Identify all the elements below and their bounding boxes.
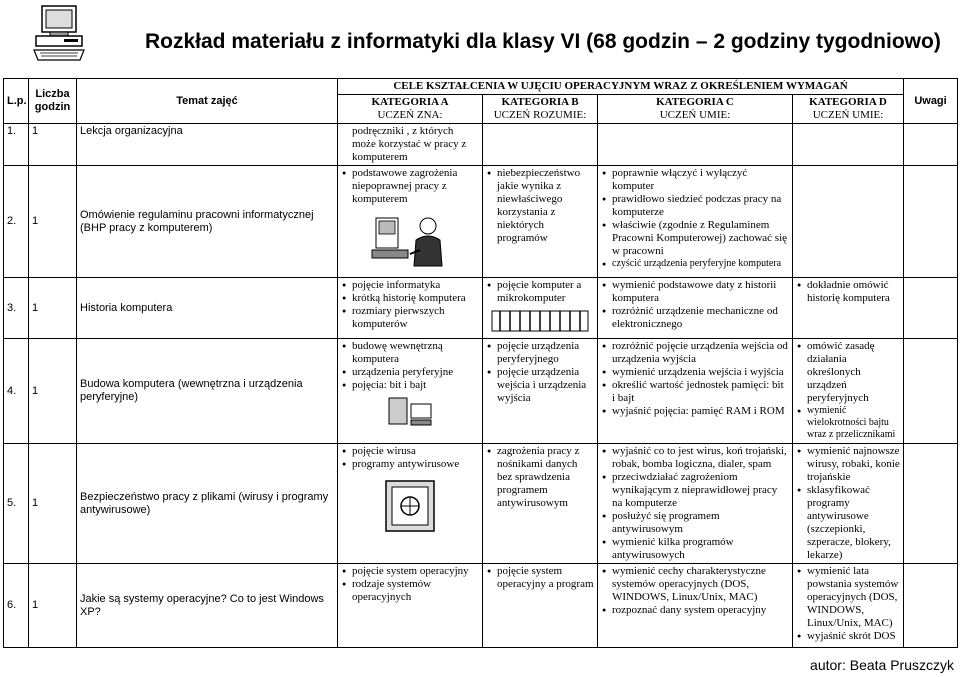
- list-item: ● prawidłowo siedzieć podczas pracy na komputerze: [612, 193, 789, 219]
- list-item: ● pojęcie system operacyjny: [352, 565, 479, 578]
- list-item: ● rozmiary pierwszych komputerów: [352, 305, 479, 331]
- list-item: ● urządzenia peryferyjne: [352, 366, 479, 379]
- row-kat-c: [598, 339, 793, 444]
- row-temat: Budowa komputera (wewnętrzna i urządzenia peryferyjne): [77, 339, 338, 444]
- list-item: ● pojęcie urządzenia peryferyjnego: [497, 340, 594, 366]
- list-item: ● krótką historię komputera: [352, 292, 479, 305]
- list-item: ● wyjaśnić pojęcia: pamięć RAM i ROM: [612, 405, 789, 418]
- row-kat-b: [483, 278, 598, 339]
- early-computer-icon: [490, 309, 590, 333]
- row-lp: 4.: [4, 339, 29, 444]
- row-kat-d: [793, 278, 904, 339]
- row-kat-b: [483, 339, 598, 444]
- row-uwagi: [904, 339, 958, 444]
- row-kat-c: [598, 124, 793, 166]
- row-uwagi: [904, 124, 958, 166]
- table-row: [4, 564, 958, 648]
- list-item: ● wymienić najnowsze wirusy, robaki, konie trojańskie: [807, 445, 900, 484]
- list-item: ● sklasyfikować programy antywirusowe (szczepionki, szperacze, blokery, lekarze): [807, 484, 900, 562]
- list-item: ● rozpoznać dany system operacyjny: [612, 604, 789, 617]
- table-row: [4, 166, 958, 278]
- list-item: podręczniki , z których może korzystać w pracy z komputerem: [352, 125, 467, 163]
- list-item: ● wymienić urządzenia wejścia i wyjścia: [612, 366, 789, 379]
- list-item: ● właściwie (zgodnie z Regulaminem Pracowni Komputerowej) zachować się w pracowni: [612, 219, 789, 258]
- row-kat-a: [338, 564, 483, 648]
- list-item: ● zagrożenia pracy z nośnikami danych bez sprawdzenia programem antywirusowym: [497, 445, 594, 510]
- list-item: ● dokładnie omówić historię komputera: [807, 279, 900, 305]
- row-kat-c: [598, 444, 793, 564]
- list-item: ● rozróżnić pojęcie urządzenia wejścia od urządzenia wyjścia: [612, 340, 789, 366]
- table-row: [4, 444, 958, 564]
- computer-illustration-icon: [30, 4, 88, 66]
- row-godz: 1: [29, 564, 77, 648]
- author-credit: autor: Beata Pruszczyk: [810, 657, 954, 673]
- row-kat-a: [338, 278, 483, 339]
- list-item: ● pojęcie informatyka: [352, 279, 479, 292]
- list-item: ● pojęcie komputer a mikrokomputer: [497, 279, 594, 305]
- list-item: ● posłużyć się programem antywirusowym: [612, 510, 789, 536]
- header-kategoria-b: KATEGORIA B UCZEŃ ROZUMIE:: [483, 95, 598, 124]
- row-lp: 2.: [4, 166, 29, 278]
- list-item: ● wymienić kilka programów antywirusowych: [612, 536, 789, 562]
- header-row-1: [4, 79, 958, 95]
- row-godz: 1: [29, 339, 77, 444]
- row-temat: Jakie są systemy operacyjne? Co to jest Windows XP?: [77, 564, 338, 648]
- table-row: [4, 278, 958, 339]
- row-kat-a: [338, 124, 483, 166]
- row-lp: 3.: [4, 278, 29, 339]
- list-item: ● pojęcie urządzenia wejścia i urządzenia wyjścia: [497, 366, 594, 405]
- row-kat-d: [793, 444, 904, 564]
- row-kat-b: [483, 166, 598, 278]
- row-uwagi: [904, 166, 958, 278]
- row-kat-c: [598, 278, 793, 339]
- syllabus-table: [3, 78, 958, 648]
- header-uwagi: Uwagi: [904, 79, 958, 124]
- header-temat: Temat zajęć: [77, 79, 338, 124]
- list-item: ● pojęcie wirusa: [352, 445, 479, 458]
- row-kat-c: [598, 166, 793, 278]
- list-item: ● przeciwdziałać zagrożeniom wynikającym z nieprawidłowej pracy na komputerze: [612, 471, 789, 510]
- row-godz: 1: [29, 278, 77, 339]
- row-temat: Bezpieczeństwo pracy z plikami (wirusy i programy antywirusowe): [77, 444, 338, 564]
- list-item: ● wymienić cechy charakterystyczne systemów operacyjnych (DOS, WINDOWS, Linux/Unix, MAC): [612, 565, 789, 604]
- list-item: ● podstawowe zagrożenia niepoprawnej pracy z komputerem: [352, 167, 479, 206]
- row-uwagi: [904, 278, 958, 339]
- safe-icon: [378, 475, 442, 537]
- header-liczba-godzin: Liczba godzin: [29, 79, 77, 124]
- row-lp: 6.: [4, 564, 29, 648]
- list-item: ● czyścić urządzenia peryferyjne komputera: [612, 258, 789, 270]
- row-kat-d: [793, 166, 904, 278]
- list-item: ● pojęcie system operacyjny a program: [497, 565, 594, 591]
- row-kat-d: [793, 564, 904, 648]
- header-lp: L.p.: [4, 79, 29, 124]
- row-temat: Lekcja organizacyjna: [77, 124, 338, 166]
- row-temat: Omówienie regulaminu pracowni informatycznej (BHP pracy z komputerem): [77, 166, 338, 278]
- list-item: ● wymienić lata powstania systemów operacyjnych (DOS, WINDOWS, Linux/Unix, MAC): [807, 565, 900, 630]
- row-kat-a: [338, 339, 483, 444]
- list-item: ● określić wartość jednostek pamięci: bit i bajt: [612, 379, 789, 405]
- table-row: [4, 124, 958, 166]
- list-item: ● poprawnie włączyć i wyłączyć komputer: [612, 167, 789, 193]
- row-uwagi: [904, 564, 958, 648]
- row-kat-b: [483, 444, 598, 564]
- list-item: ● rozróżnić urządzenie mechaniczne od elektronicznego: [612, 305, 789, 331]
- row-lp: 5.: [4, 444, 29, 564]
- row-kat-b: [483, 124, 598, 166]
- row-kat-b: [483, 564, 598, 648]
- header-kategoria-d: KATEGORIA D UCZEŃ UMIE:: [793, 95, 904, 124]
- row-temat: Historia komputera: [77, 278, 338, 339]
- list-item: ● wymienić podstawowe daty z historii komputera: [612, 279, 789, 305]
- row-godz: 1: [29, 166, 77, 278]
- row-kat-d: [793, 124, 904, 166]
- table-row: [4, 339, 958, 444]
- row-kat-a: [338, 444, 483, 564]
- list-item: ● rodzaje systemów operacyjnych: [352, 578, 479, 604]
- list-item: ● niebezpieczeństwo jakie wynika z niewłaściwego korzystania z niektórych programów: [497, 167, 594, 245]
- header-kategoria-a: KATEGORIA A UCZEŃ ZNA:: [338, 95, 483, 124]
- list-item: ● wymienić wielokrotności bajtu wraz z przelicznikami: [807, 405, 900, 441]
- row-godz: 1: [29, 444, 77, 564]
- header-cele: CELE KSZTAŁCENIA W UJĘCIU OPERACYJNYM WRAZ Z OKREŚLENIEM WYMAGAŃ: [338, 79, 904, 95]
- row-godz: 1: [29, 124, 77, 166]
- computer-components-icon: [385, 396, 435, 428]
- person-at-computer-icon: [370, 210, 450, 272]
- list-item: ● omówić zasadę działania określonych urządzeń peryferyjnych: [807, 340, 900, 405]
- header-kategoria-c: KATEGORIA C UCZEŃ UMIE:: [598, 95, 793, 124]
- list-item: ● pojęcia: bit i bajt: [352, 379, 479, 392]
- list-item: ● budowę wewnętrzną komputera: [352, 340, 479, 366]
- row-lp: 1.: [4, 124, 29, 166]
- list-item: ● wyjaśnić skrót DOS: [807, 630, 900, 643]
- list-item: ● programy antywirusowe: [352, 458, 479, 471]
- page-title: Rozkład materiału z informatyki dla klasy VI (68 godzin – 2 godziny tygodniowo): [145, 30, 941, 53]
- row-kat-c: [598, 564, 793, 648]
- row-kat-d: [793, 339, 904, 444]
- list-item: ● wyjaśnić co to jest wirus, koń trojański, robak, bomba logiczna, dialer, spam: [612, 445, 789, 471]
- row-kat-a: [338, 166, 483, 278]
- row-uwagi: [904, 444, 958, 564]
